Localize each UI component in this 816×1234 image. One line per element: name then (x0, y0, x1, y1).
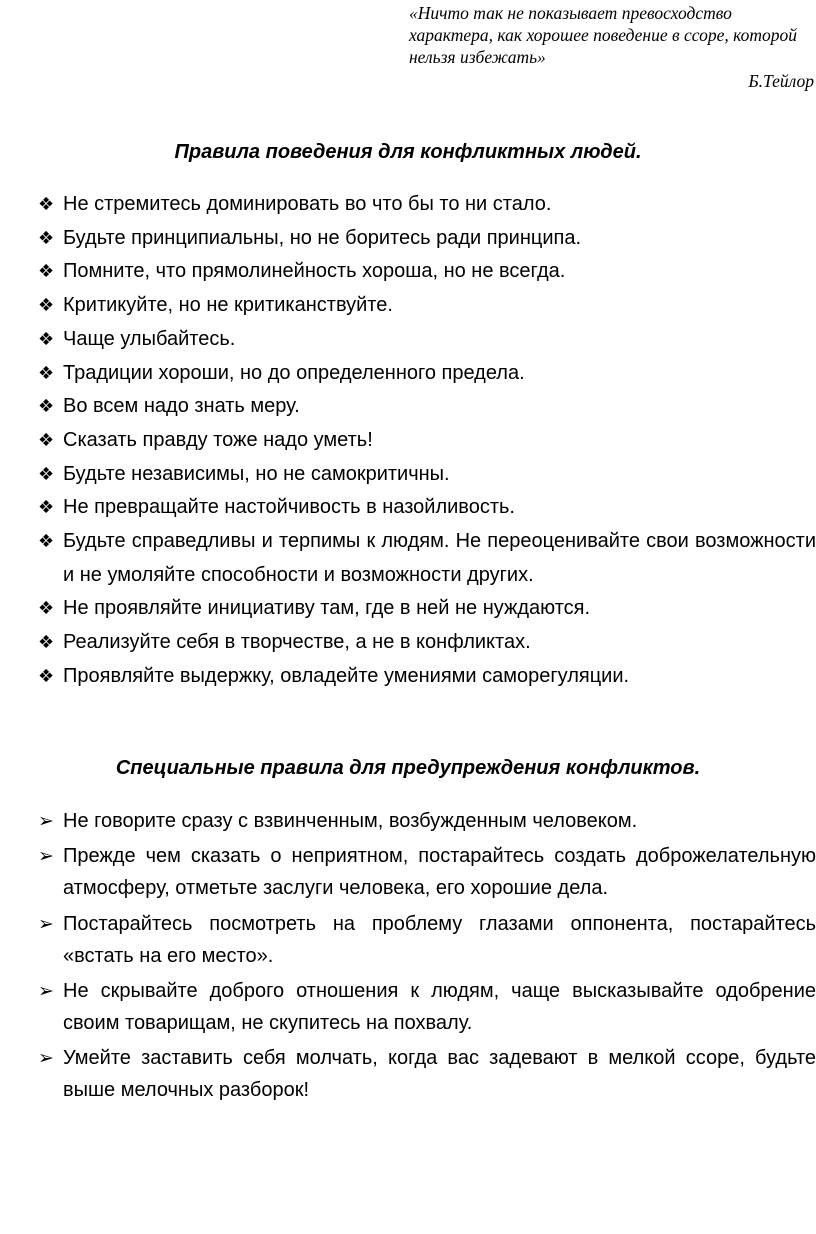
diamond-bullet-icon: ❖ (38, 194, 55, 215)
list-item (38, 975, 816, 1039)
list-item-text: Будьте справедливы и терпимы к людям. Не переоценивайте свои возможности и не умоляйте способности и возможности других. (63, 530, 816, 586)
list-item (38, 525, 816, 592)
list-item-text: Не проявляйте инициативу там, где в ней не нуждаются. (63, 597, 591, 620)
list-item-text: Постарайтесь посмотреть на проблему глазами оппонента, постарайтесь «встать на его место». (63, 912, 816, 967)
list-item (38, 458, 816, 492)
list-item (38, 626, 816, 660)
diamond-bullet-icon: ❖ (38, 463, 55, 485)
list-item (38, 188, 816, 222)
list-item-text: Чаще улыбайтесь. (63, 327, 236, 350)
list-item-text: Не превращайте настойчивость в назойливость. (63, 496, 515, 519)
list-item-text: Традиции хороши, но до определенного предела. (63, 361, 525, 384)
list-item-text: Не скрывайте доброго отношения к людям, чаще высказывайте одобрение своим товарищам, не скупитесь на похвалу. (63, 979, 816, 1034)
diamond-bullet-icon: ❖ (38, 261, 55, 283)
diamond-bullet-icon: ❖ (38, 598, 55, 620)
list-item (38, 805, 816, 837)
list-item-text: Помните, что прямолинейность хороша, но не всегда. (63, 260, 566, 283)
diamond-bullet-icon: ❖ (38, 632, 55, 654)
list-item (38, 255, 816, 289)
diamond-bullet-icon: ❖ (38, 665, 55, 687)
list-item (38, 390, 816, 424)
list-item-text: Во всем надо знать меру. (63, 395, 300, 418)
diamond-bullet-icon: ❖ (38, 531, 55, 553)
list-item (38, 323, 816, 357)
diamond-bullet-icon: ❖ (38, 227, 55, 249)
list-item (38, 222, 816, 256)
diamond-bullet-icon: ❖ (38, 295, 55, 317)
diamond-bullet-icon: ❖ (38, 497, 55, 519)
list-item (38, 357, 816, 391)
list-item-text: Не стремитесь доминировать во что бы то ни стало. (63, 193, 552, 215)
arrow-bullet-icon: ➢ (38, 810, 54, 832)
list-item (38, 289, 816, 323)
rules-section-title: Правила поведения для конфликтных людей. (174, 141, 642, 163)
list-item (38, 592, 816, 626)
list-item (38, 424, 816, 458)
list-item-text: Сказать правду тоже надо уметь! (63, 428, 373, 451)
special-rules-list (38, 805, 816, 1109)
list-item (38, 660, 816, 694)
list-item (38, 840, 816, 904)
list-item-text: Умейте заставить себя молчать, когда вас задевают в мелкой ссоре, будьте выше мелочных разборок! (63, 1047, 816, 1102)
arrow-bullet-icon: ➢ (38, 912, 54, 935)
diamond-bullet-icon: ❖ (38, 429, 55, 451)
list-item (38, 491, 816, 525)
list-item-text: Критикуйте, но не критиканствуйте. (63, 294, 393, 317)
diamond-bullet-icon: ❖ (38, 362, 55, 384)
list-item-text: Реализуйте себя в творчестве, а не в конфликтах. (63, 631, 531, 654)
list-item-text: Прежде чем сказать о неприятном, постарайтесь создать доброжелательную атмосферу, отметьте заслуги человека, его хорошие дела. (63, 845, 816, 900)
conflict-rules-list (38, 188, 816, 694)
diamond-bullet-icon: ❖ (38, 396, 55, 418)
list-item (38, 1042, 816, 1106)
diamond-bullet-icon: ❖ (38, 328, 55, 350)
epigraph-quote: «Ничто так не показывает превосходство характера, как хорошее поведение в ссоре, которой нельзя избежать» (409, 3, 797, 67)
list-item-text: Проявляйте выдержку, овладейте умениями саморегуляции. (63, 664, 630, 687)
list-item-text: Не говорите сразу с взвинченным, возбужденным человеком. (63, 810, 638, 832)
list-item (38, 908, 816, 972)
arrow-bullet-icon: ➢ (38, 1047, 54, 1070)
special-rules-section-title: Специальные правила для предупреждения конфликтов. (115, 757, 701, 779)
arrow-bullet-icon: ➢ (38, 845, 54, 868)
arrow-bullet-icon: ➢ (38, 979, 54, 1002)
epigraph-author: Б.Тейлор (748, 71, 814, 91)
list-item-text: Будьте принципиальны, но не боритесь ради принципа. (63, 226, 582, 249)
list-item-text: Будьте независимы, но не самокритичны. (63, 462, 450, 485)
